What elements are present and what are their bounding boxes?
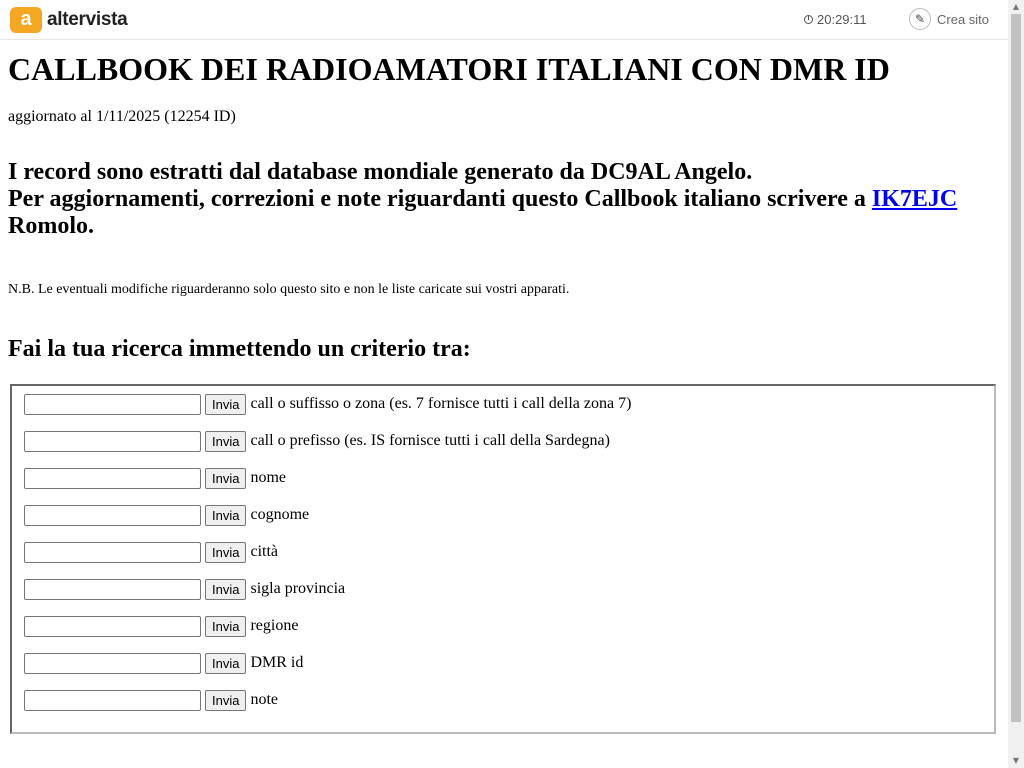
updated-date: aggiornato al 1/11/2025 (12254 ID) xyxy=(8,108,236,126)
nb-note: N.B. Le eventuali modifiche riguarderanno solo questo sito e non le liste caricate sui vostri apparati. xyxy=(8,282,570,298)
note-label: note xyxy=(250,691,279,708)
submit-note-button[interactable]: Invia xyxy=(205,690,246,711)
create-site-button[interactable] xyxy=(909,8,989,30)
submit-provincia-button[interactable]: Invia xyxy=(205,579,246,600)
call-prefix-label: call o prefisso (es. IS fornisce tutti i call della Sardegna) xyxy=(250,432,610,449)
search-row-call-prefix xyxy=(24,430,610,452)
altervista-logo[interactable] xyxy=(10,7,127,33)
dmr-id-input[interactable] xyxy=(24,653,201,674)
submit-citta-button[interactable]: Invia xyxy=(205,542,246,563)
search-title: Fai la tua ricerca immettendo un criterio tra: xyxy=(8,336,471,363)
clock-icon xyxy=(804,15,813,24)
contact-link[interactable]: IK7EJC xyxy=(871,186,958,213)
search-row-provincia xyxy=(24,578,345,600)
scroll-down-arrow-icon[interactable]: ▼ xyxy=(1012,756,1020,765)
clock xyxy=(804,12,867,27)
citta-input[interactable] xyxy=(24,542,201,563)
nome-input[interactable] xyxy=(24,468,201,489)
search-row-dmr-id xyxy=(24,652,303,674)
regione-label: regione xyxy=(250,617,299,634)
search-form xyxy=(10,384,996,734)
submit-regione-button[interactable]: Invia xyxy=(205,616,246,637)
provincia-input[interactable] xyxy=(24,579,201,600)
intro-line2: Per aggiornamenti, correzioni e note riguardanti questo Callbook italiano scrivere a xyxy=(8,186,872,213)
call-prefix-input[interactable] xyxy=(24,431,201,452)
logo-badge: a xyxy=(10,7,42,33)
nome-label: nome xyxy=(250,469,287,486)
submit-call-prefix-button[interactable]: Invia xyxy=(205,431,246,452)
search-row-citta xyxy=(24,541,278,563)
submit-dmr-id-button[interactable]: Invia xyxy=(205,653,246,674)
call-suffix-label: call o suffisso o zona (es. 7 fornisce tutti i call della zona 7) xyxy=(250,395,632,412)
scroll-up-arrow-icon[interactable]: ▲ xyxy=(1012,2,1020,11)
search-row-call-suffix xyxy=(24,393,631,415)
main-content xyxy=(8,40,1000,708)
citta-label: città xyxy=(250,543,279,560)
call-suffix-input[interactable] xyxy=(24,394,201,415)
intro-line3: Romolo. xyxy=(8,213,94,240)
scroll-thumb[interactable] xyxy=(1011,14,1021,722)
cognome-input[interactable] xyxy=(24,505,201,526)
search-row-regione xyxy=(24,615,298,637)
search-row-nome xyxy=(24,467,286,489)
intro-text xyxy=(8,159,1000,240)
regione-input[interactable] xyxy=(24,616,201,637)
page-title: CALLBOOK DEI RADIOAMATORI ITALIANI CON DMR ID xyxy=(8,51,890,87)
create-site-label: Crea sito xyxy=(937,11,990,27)
cognome-label: cognome xyxy=(250,506,310,523)
submit-nome-button[interactable]: Invia xyxy=(205,468,246,489)
submit-cognome-button[interactable]: Invia xyxy=(205,505,246,526)
dmr-id-label: DMR id xyxy=(250,654,304,671)
vertical-scrollbar[interactable] xyxy=(1008,0,1024,768)
clock-time: 20:29:11 xyxy=(817,12,867,27)
provincia-label: sigla provincia xyxy=(250,580,346,597)
logo-text: altervista xyxy=(47,9,128,30)
search-row-note xyxy=(24,689,278,711)
search-row-cognome xyxy=(24,504,309,526)
top-bar xyxy=(0,0,1008,40)
submit-call-suffix-button[interactable]: Invia xyxy=(205,394,246,415)
intro-line1: I record sono estratti dal database mondiale generato da DC9AL Angelo. xyxy=(8,159,753,186)
pencil-icon: ✎ xyxy=(909,8,931,30)
note-input[interactable] xyxy=(24,690,201,711)
